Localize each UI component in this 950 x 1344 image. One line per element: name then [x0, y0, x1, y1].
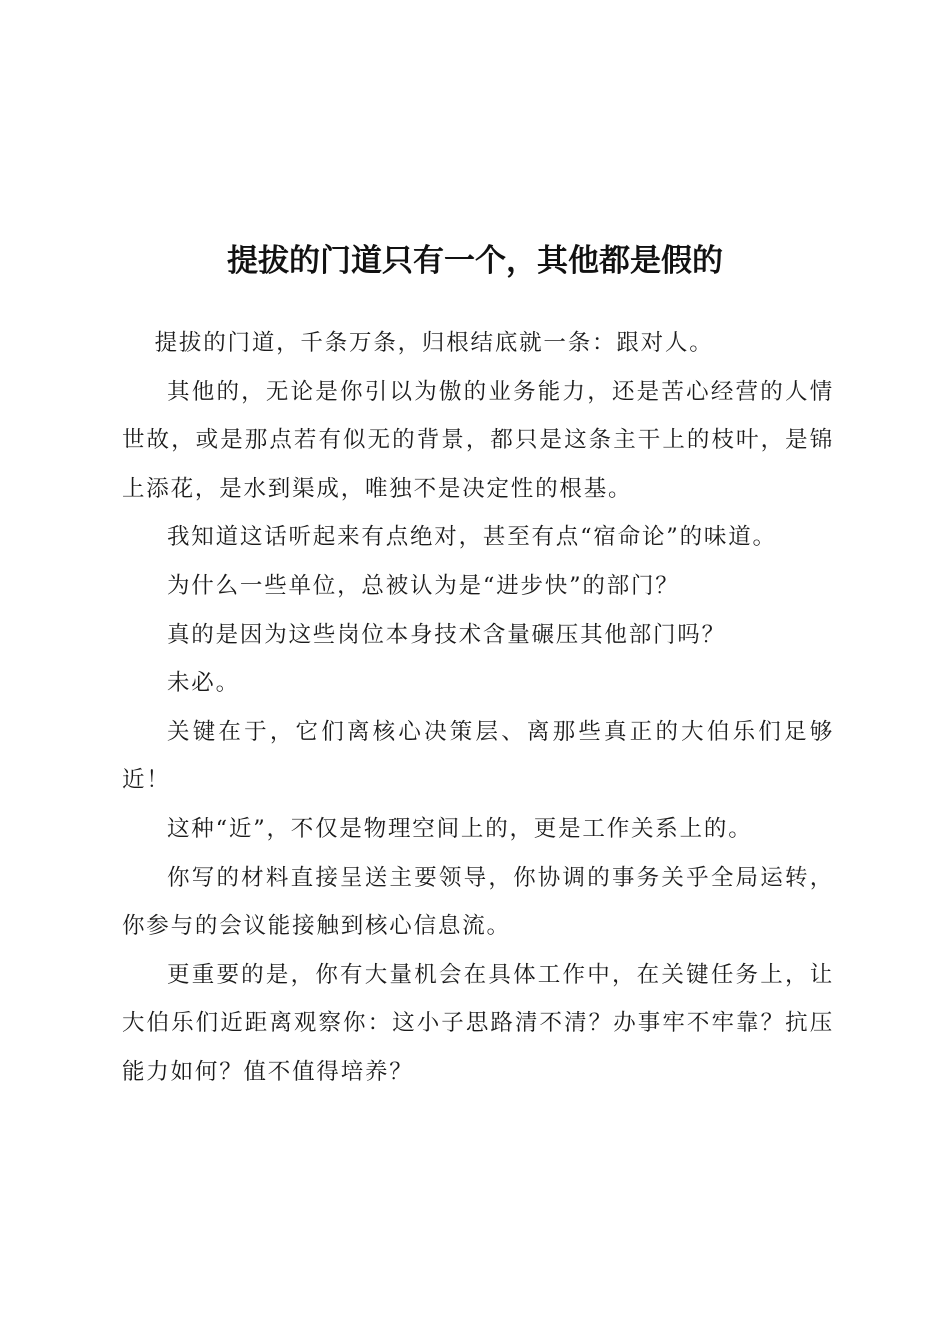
paragraph: 关键在于，它们离核心决策层、离那些真正的大伯乐们足够近！	[122, 718, 834, 794]
paragraph: 提拔的门道，千条万条，归根结底就一条：跟对人。	[154, 330, 714, 356]
paragraph: 真的是因为这些岗位本身技术含量碾压其他部门吗？	[167, 621, 726, 648]
paragraph: 其他的，无论是你引以为傲的业务能力，还是苦心经营的人情世故，或是那点若有似无的背景，都只是这条主干上的枝叶，是锦上添花，是水到渠成，唯独不是决定性的根基。	[122, 378, 834, 502]
paragraph: 这种“近”，不仅是物理空间上的，更是工作关系上的。	[167, 815, 753, 842]
paragraph: 你写的材料直接呈送主要领导，你协调的事务关乎全局运转，你参与的会议能接触到核心信息流。	[122, 864, 834, 940]
article-body	[122, 319, 834, 1097]
paragraph: 未必。	[167, 670, 240, 697]
paragraph: 我知道这话听起来有点绝对，甚至有点“宿命论”的味道。	[167, 524, 777, 551]
paragraph: 更重要的是，你有大量机会在具体工作中，在关键任务上，让大伯乐们近距离观察你：这小子思路清不清？办事牢不牢靠？抗压能力如何？值不值得培养？	[122, 961, 834, 1085]
paragraph: 为什么一些单位，总被认为是“进步快”的部门？	[167, 572, 680, 599]
article-title: 提拔的门道只有一个，其他都是假的	[227, 242, 723, 279]
